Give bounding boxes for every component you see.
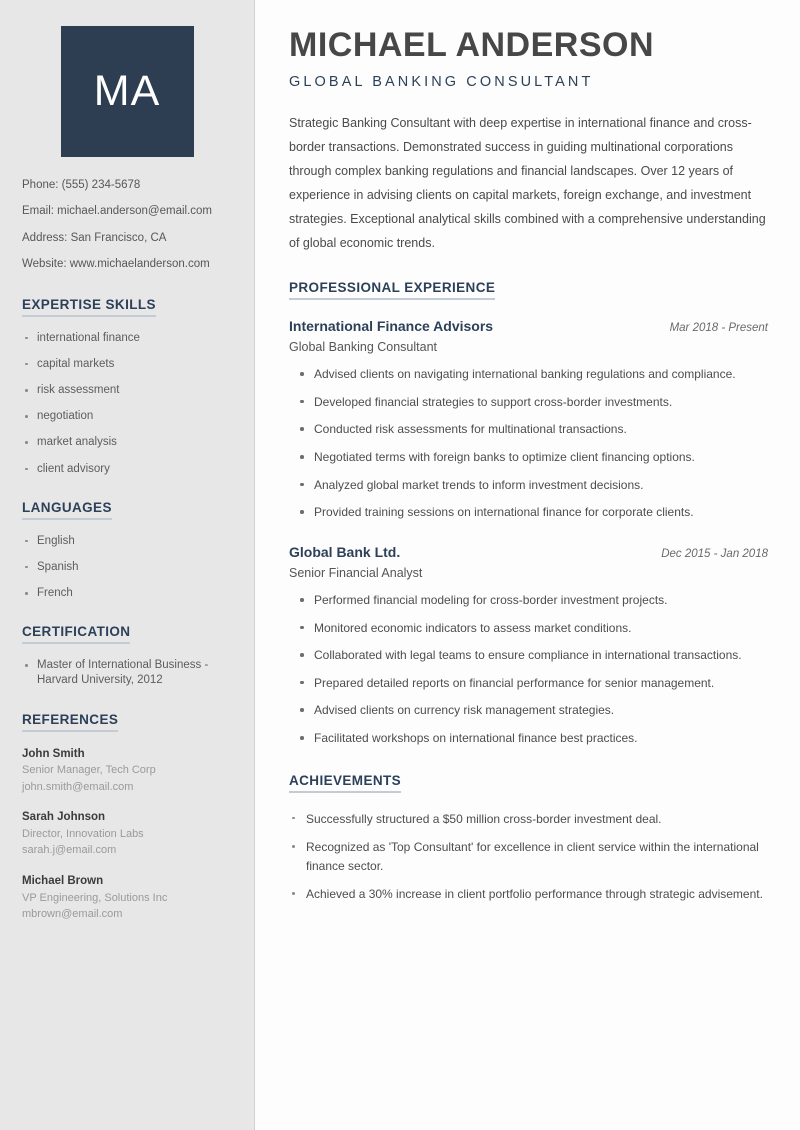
reference-position: Senior Manager, Tech Corp xyxy=(22,764,156,777)
list-item: French xyxy=(22,586,232,601)
list-item: Master of International Business - Harvard University, 2012 xyxy=(22,658,232,688)
reference-email: john.smith@email.com xyxy=(22,780,134,793)
list-item: Advised clients on navigating international banking regulations and compliance. xyxy=(289,365,768,384)
section-languages xyxy=(22,499,232,602)
professional-title: GLOBAL BANKING CONSULTANT xyxy=(289,74,594,91)
list-item: Spanish xyxy=(22,560,232,575)
contact-info-list xyxy=(22,179,232,272)
list-item: risk assessment xyxy=(22,383,232,398)
list-item: Recognized as 'Top Consultant' for excellence in client service within the international finance sector. xyxy=(289,838,768,875)
experience-bullet-list xyxy=(289,365,768,522)
languages-list xyxy=(22,534,232,602)
reference-name: John Smith xyxy=(22,747,85,760)
reference-email: mbrown@email.com xyxy=(22,908,123,921)
page-title: MICHAEL ANDERSON xyxy=(289,26,655,64)
contact-email: Email: michael.anderson@email.com xyxy=(22,205,212,218)
reference-name: Michael Brown xyxy=(22,874,104,887)
experience-dates: Mar 2018 - Present xyxy=(669,322,768,335)
list-item: Monitored economic indicators to assess market conditions. xyxy=(289,619,768,638)
contact-website: Website: www.michaelanderson.com xyxy=(22,257,210,270)
list-item xyxy=(22,873,232,923)
list-item: Collaborated with legal teams to ensure compliance in international transactions. xyxy=(289,646,768,665)
experience-header xyxy=(289,317,768,335)
reference-position: Director, Innovation Labs xyxy=(22,827,144,840)
list-item: Provided training sessions on international finance for corporate clients. xyxy=(289,503,768,522)
certification-heading: CERTIFICATION xyxy=(22,624,130,644)
expertise-skills-heading: EXPERTISE SKILLS xyxy=(22,297,156,317)
experience-entry xyxy=(289,317,768,522)
experience-company: International Finance Advisors xyxy=(289,318,494,335)
list-item: capital markets xyxy=(22,357,232,372)
section-expertise-skills xyxy=(22,296,232,477)
list-item: English xyxy=(22,534,232,549)
references-heading: REFERENCES xyxy=(22,712,118,732)
achievements-heading: ACHIEVEMENTS xyxy=(289,773,401,793)
achievements-list xyxy=(289,810,768,904)
section-achievements xyxy=(289,772,768,904)
list-item: Developed financial strategies to support cross-border investments. xyxy=(289,393,768,412)
professional-experience-heading: PROFESSIONAL EXPERIENCE xyxy=(289,280,495,300)
experience-header xyxy=(289,543,768,561)
list-item: Facilitated workshops on international finance best practices. xyxy=(289,729,768,748)
list-item: client advisory xyxy=(22,462,232,477)
list-item: international finance xyxy=(22,331,232,346)
list-item: Successfully structured a $50 million cross-border investment deal. xyxy=(289,810,768,829)
expertise-skills-list xyxy=(22,331,232,477)
reference-name: Sarah Johnson xyxy=(22,811,106,824)
section-references xyxy=(22,711,232,923)
list-item: Advised clients on currency risk management strategies. xyxy=(289,701,768,720)
list-item: Analyzed global market trends to inform investment decisions. xyxy=(289,476,768,495)
list-item xyxy=(22,809,232,859)
list-item xyxy=(22,746,232,796)
list-item: Conducted risk assessments for multinational transactions. xyxy=(289,420,768,439)
certification-list xyxy=(22,658,232,688)
main-content xyxy=(255,0,800,1130)
experience-role: Senior Financial Analyst xyxy=(289,566,423,581)
profile-summary: Strategic Banking Consultant with deep expertise in international finance and cross-border transactions. Demonstrated success in guiding multinational corporations through complex banking regulations and financial landscapes. Over 12 years of experience in advising clients on capital markets, foreign exchange, and investment strategies. Exceptional analytical skills combined with a comprehensive understanding of global economic trends. xyxy=(289,116,766,251)
experience-entry xyxy=(289,543,768,748)
list-item: Prepared detailed reports on financial performance for senior management. xyxy=(289,674,768,693)
list-item: Performed financial modeling for cross-border investment projects. xyxy=(289,591,768,610)
section-certification xyxy=(22,623,232,688)
list-item: Achieved a 30% increase in client portfolio performance through strategic advisement. xyxy=(289,885,768,904)
experience-bullet-list xyxy=(289,591,768,748)
contact-phone: Phone: (555) 234-5678 xyxy=(22,179,141,191)
list-item: negotiation xyxy=(22,409,232,424)
languages-heading: LANGUAGES xyxy=(22,500,112,520)
experience-role: Global Banking Consultant xyxy=(289,340,438,355)
sidebar xyxy=(0,0,255,1130)
list-item: Negotiated terms with foreign banks to optimize client financing options. xyxy=(289,448,768,467)
reference-email: sarah.j@email.com xyxy=(22,844,117,857)
list-item: market analysis xyxy=(22,435,232,450)
experience-company: Global Bank Ltd. xyxy=(289,543,401,560)
experience-dates: Dec 2015 - Jan 2018 xyxy=(661,547,768,560)
avatar xyxy=(61,26,194,157)
contact-address: Address: San Francisco, CA xyxy=(22,231,167,244)
section-professional-experience xyxy=(289,279,768,748)
avatar-initials: MA xyxy=(93,67,161,115)
reference-position: VP Engineering, Solutions Inc xyxy=(22,891,168,904)
